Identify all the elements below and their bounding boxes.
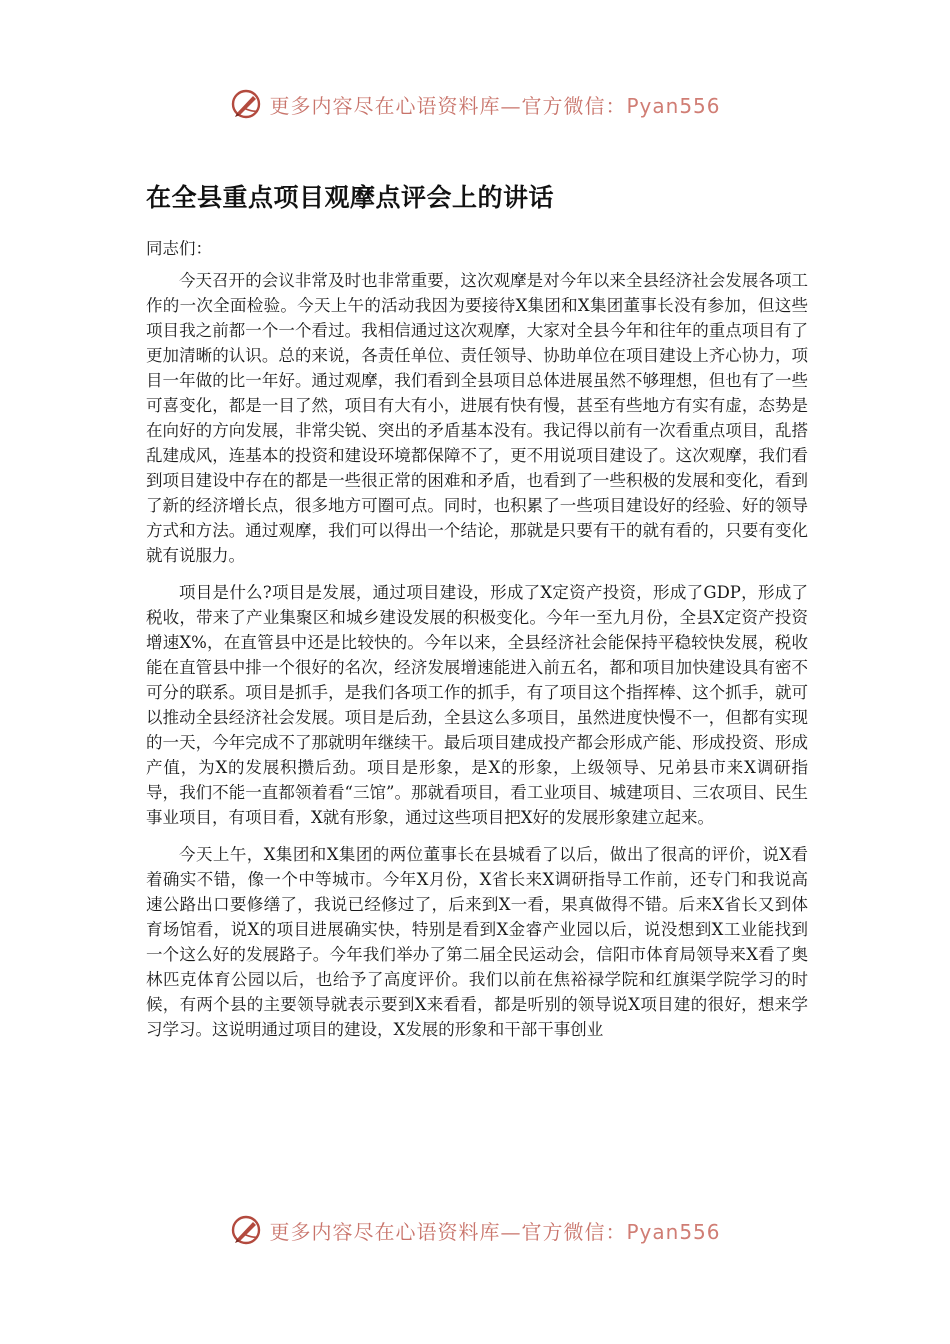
paragraph-2: 项目是什么?项目是发展，通过项目建设，形成了X定资产投资，形成了GDP，形成了税收，带来了产业集聚区和城乡建设发展的积极变化。今年一至九月份，全县X定资产投资增速X%，在直管县中还是比较快的。今年以来，全县经济社会能保持平稳较快发展，税收能在直管县中排一个很好的名次，经济发展增速能进入前五名，都和项目加快建设具有密不可分的联系。项目是抓手，是我们各项工作的抓手，有了项目这个指挥棒、这个抓手，就可以推动全县经济社会发展。项目是后劲，全县这么多项目，虽然进度快慢不一，但都有实现的一天，今年完成不了那就明年继续干。最后项目建成投产都会形成产能、形成投资、形成产值，为X的发展积攒后劲。项目是形象，是X的形象，上级领导、兄弟县市来X调研指导，我们不能一直都领着看“三馆”。那就看项目，看工业项目、城建项目、三农项目、民生事业项目，有项目看，X就有形象，通过这些项目把X好的发展形象建立起来。 <box>146 583 808 827</box>
wechat-id: Pyan556 <box>626 1219 721 1244</box>
watermark-banner-inner <box>229 87 720 121</box>
pen-circle-icon <box>229 1213 263 1247</box>
watermark-banner-inner <box>229 1213 720 1247</box>
salutation: 同志们： <box>146 239 212 258</box>
wechat-id: Pyan556 <box>626 93 721 118</box>
watermark-text <box>269 1216 720 1245</box>
document-body <box>146 268 808 1054</box>
watermark-label: 更多内容尽在心语资料库—官方微信： <box>269 1219 627 1244</box>
watermark-label: 更多内容尽在心语资料库—官方微信： <box>269 93 627 118</box>
watermark-banner-top <box>0 84 950 124</box>
paragraph-3: 今天上午，X集团和X集团的两位董事长在县城看了以后，做出了很高的评价，说X看着确实不错，像一个中等城市。今年X月份，X省长来X调研指导工作前，还专门和我说高速公路出口要修缮了，我说已经修过了，后来到X一看，果真做得不错。后来X省长又到体育场馆看，说X的项目进展确实快，特别是看到X金睿产业园以后，说没想到X工业能找到一个这么好的发展路子。今年我们举办了第二届全民运动会，信阳市体育局领导来X看了奥林匹克体育公园以后，也给予了高度评价。我们以前在焦裕禄学院和红旗渠学院学习的时候，有两个县的主要领导就表示要到X来看看，都是听别的领导说X项目建的很好，想来学习学习。这说明通过项目的建设，X发展的形象和干部干事创业 <box>146 845 808 1039</box>
pen-circle-icon <box>229 87 263 121</box>
watermark-banner-bottom <box>0 1210 950 1250</box>
paragraph-1: 今天召开的会议非常及时也非常重要，这次观摩是对今年以来全县经济社会发展各项工作的一次全面检验。今天上午的活动我因为要接待X集团和X集团董事长没有参加，但这些项目我之前都一个一个看过。我相信通过这次观摩，大家对全县今年和往年的重点项目有了更加清晰的认识。总的来说，各责任单位、责任领导、协助单位在项目建设上齐心协力，项目一年做的比一年好。通过观摩，我们看到全县项目总体进展虽然不够理想，但也有了一些可喜变化，都是一目了然，项目有大有小，进展有快有慢，甚至有些地方有实有虚，态势是在向好的方向发展，非常尖锐、突出的矛盾基本没有。我记得以前有一次看重点项目，乱搭乱建成风，连基本的投资和建设环境都保障不了，更不用说项目建设了。这次观摩，我们看到项目建设中存在的都是一些很正常的困难和矛盾，也看到了一些积极的发展和变化，看到了新的经济增长点，很多地方可圈可点。同时，也积累了一些项目建设好的经验、好的领导方式和方法。通过观摩，我们可以得出一个结论，那就是只要有干的就有看的，只要有变化就有说服力。 <box>146 271 808 565</box>
watermark-text <box>269 90 720 119</box>
document-title: 在全县重点项目观摩点评会上的讲话 <box>146 183 555 212</box>
